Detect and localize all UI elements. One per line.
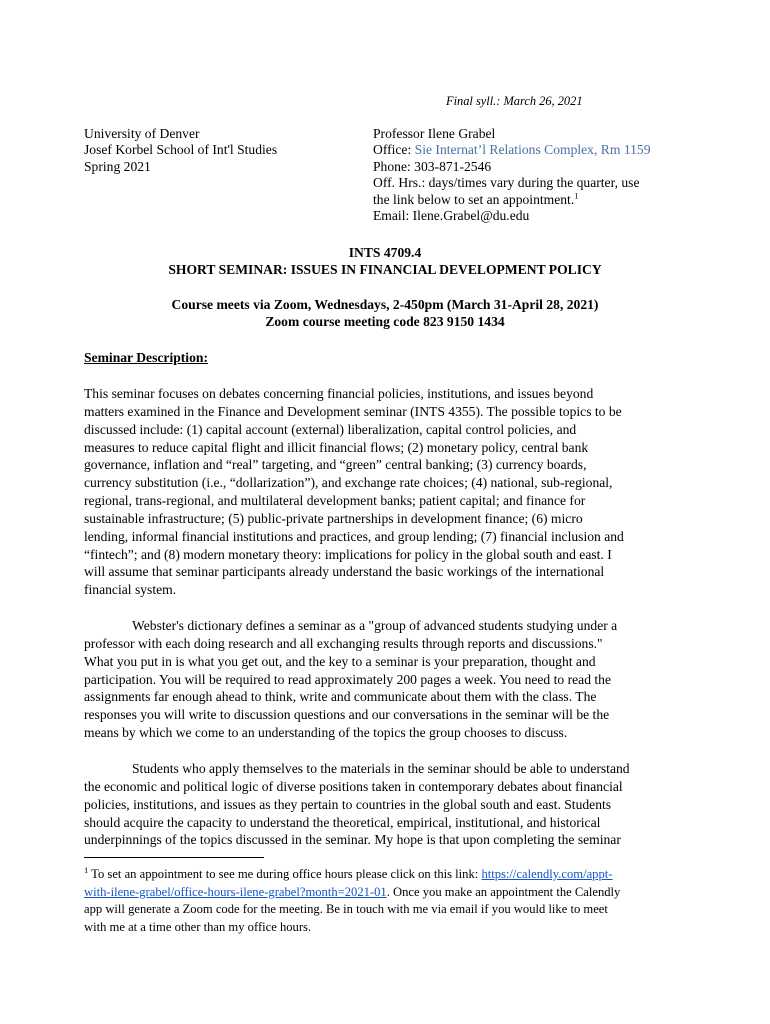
footnote-divider xyxy=(84,857,264,858)
syllabus-date-note: Final syll.: March 26, 2021 xyxy=(446,94,583,108)
office-hours-line-2: the link below to set an appointment.$^1$ xyxy=(373,190,579,207)
paragraph-seminar-topics: This seminar focuses on debates concerning financial policies, institutions, and issues beyond matters examined in the Finance and Development seminar (INTS 4355). The possible topics to be discussed include: (1) capital account (external) liberalization, capital control policies, and measures to reduce capital flight and illicit financial flows; (2) monetary policy, central bank governance, inflation and “real” targeting, and “green” central banking; (3) currency boards, currency substitution (i.e., “dollarization”), and exchange rate choices; (4) national, sub-regional, regional, trans-regional, and multilateral development banks; patient capital; and finance for sustainable infrastructure; (5) public-private partnerships in development finance; (6) micro lending, informal financial institutions and practices, and group lending; (7) financial inclusion and “fintech”; and (8) modern monetary theory: implications for policy in the global south and east. I will assume that seminar participants already understand the basic workings of the international financial system. xyxy=(84,386,624,598)
school-name: Josef Korbel School of Int'l Studies xyxy=(84,142,278,158)
course-number: INTS 4709.4 xyxy=(348,245,422,260)
professor-name: Professor Ilene Grabel xyxy=(373,126,496,141)
university-name: University of Denver xyxy=(84,126,200,141)
calendly-link[interactable]: https://calendly.com/appt- xyxy=(481,867,613,881)
paragraph-learning-outcomes: Students who apply themselves to the materials in the seminar should be able to understand the economic and political logic of diverse positions taken in contemporary debates about financial policies, institutions, and issues as they pertain to countries in the global south and east. Students should acquire the capacity to understand the theoretical, empirical, institutional, and historical underpinnings of the topics discussed in the seminar. My hope is that upon completing the seminar xyxy=(84,761,630,848)
office-location: Sie Internat’l Relations Complex, Rm 1159 xyxy=(414,142,651,158)
course-title: SHORT SEMINAR: ISSUES IN FINANCIAL DEVELOPMENT POLICY xyxy=(168,262,602,277)
footnote-marker: 1 xyxy=(84,864,89,875)
institution-block xyxy=(84,126,277,175)
paragraph-seminar-definition: Webster's dictionary defines a seminar as a "group of advanced students studying under a professor with each doing research and all exchanging results through reports and discussions." What you put in is what you get out, and the key to a seminar is your preparation, thought and participation. You will be required to read approximately 200 pages a week. You need to read the assignments far enough ahead to think, write and communicate about them with the class. The responses you will write to discussion questions and our conversations in the seminar will be the means by which we come to an understanding of the topics the group chooses to discuss. xyxy=(84,618,618,741)
office-hours-line: Off. Hrs.: days/times vary during the quarter, use xyxy=(373,175,640,191)
term: Spring 2021 xyxy=(84,158,151,174)
section-heading: Seminar Description: xyxy=(84,350,208,365)
meeting-info: Course meets via Zoom, Wednesdays, 2-450pm (March 31-April 28, 2021) xyxy=(171,297,599,312)
calendly-link-continued[interactable]: with-ilene-grabel/office-hours-ilene-grabel?month=2021-01 xyxy=(84,884,387,899)
footnote: $^1$ To set an appointment to see me during office hours please click on this link: https://calendly.com/appt- with-ilene-grabel/office-hours-ilene-grabel?month=2021-01. Once you make an appointment the Calendly app will generate a Zoom code for the meeting. Be in touch with me via email if you would like to meet with me at a time other than my office hours. xyxy=(84,864,621,934)
phone-line: Phone: 303-871-2546 xyxy=(373,158,492,174)
email-line: Email: Ilene.Grabel@du.edu xyxy=(373,208,530,224)
zoom-code: Zoom course meeting code 823 9150 1434 xyxy=(265,314,505,329)
footnote-reference[interactable]: 1 xyxy=(574,190,579,201)
office-line: Office: Sie Internat’l Relations Complex, Rm 1159 xyxy=(373,142,651,158)
instructor-block xyxy=(373,126,651,224)
